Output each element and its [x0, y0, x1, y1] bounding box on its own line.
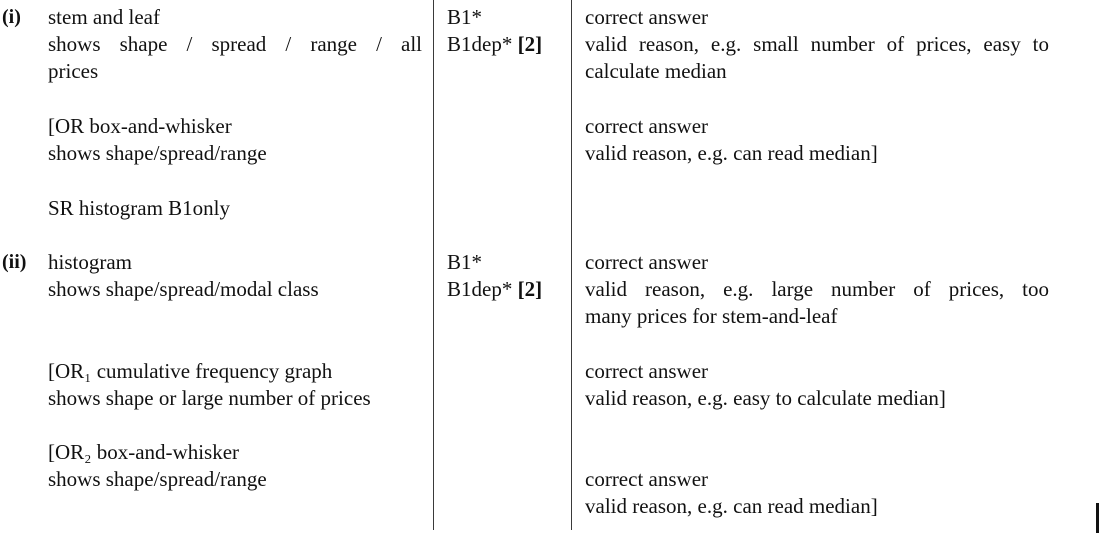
part-ii-answer-line-2: shows shape/spread/modal class: [48, 277, 319, 301]
part-i-alt-line-1: [OR box-and-whisker: [48, 114, 232, 138]
part-ii-guidance-line-2: valid reason, e.g. large number of prices, too: [585, 277, 1049, 301]
part-ii-mark-1: B1*: [447, 250, 483, 274]
part-i-alt-guidance: [585, 113, 878, 167]
part-i-mark-2-row: [447, 31, 542, 58]
part-ii-alt1-guidance: [585, 358, 946, 412]
part-i-special-ruling: SR histogram B1only: [48, 196, 231, 220]
part-i-alternative: [48, 113, 267, 167]
text-cursor: [1096, 503, 1099, 533]
part-ii-alt1-guidance-1: correct answer: [585, 359, 709, 383]
part-ii-guidance-line-3: many prices for stem-and-leaf: [585, 304, 838, 328]
part-ii-guidance: [585, 249, 1049, 330]
part-i-answer-line-1: stem and leaf: [48, 5, 160, 29]
part-i-marks: [447, 4, 542, 58]
part-ii-alt2-line-1: [OR₂ box-and-whisker: [48, 440, 240, 464]
part-i-alt-line-2: shows shape/spread/range: [48, 141, 267, 165]
part-i-total-mark: [2]: [517, 32, 543, 56]
part-i-label: (i): [2, 6, 21, 28]
part-ii-guidance-line-1: correct answer: [585, 250, 709, 274]
part-ii-mark-2: B1dep*: [447, 277, 513, 301]
part-ii-alt2-guidance-1: correct answer: [585, 467, 709, 491]
part-i-answer-line-2: shows shape / spread / range / all: [48, 32, 422, 56]
part-i-alt-guidance-2: valid reason, e.g. can read median]: [585, 141, 878, 165]
part-i-guidance-line-3: calculate median: [585, 59, 727, 83]
column-divider-marks-guidance: [571, 0, 572, 530]
part-ii-alt2-guidance: [585, 466, 878, 520]
part-i-answer: [48, 4, 422, 85]
part-i-guidance-line-1: correct answer: [585, 5, 709, 29]
part-i-guidance: [585, 4, 1049, 85]
part-ii-alternative-2: [48, 439, 267, 493]
part-ii-alt2-guidance-2: valid reason, e.g. can read median]: [585, 494, 878, 518]
part-ii-alt2-line-2: shows shape/spread/range: [48, 467, 267, 491]
part-i-guidance-line-2: valid reason, e.g. small number of prices, easy to: [585, 32, 1049, 56]
part-i-answer-line-3: prices: [48, 59, 99, 83]
part-i-mark-2: B1dep*: [447, 32, 513, 56]
part-ii-marks: [447, 249, 542, 303]
part-ii-total-mark: [2]: [517, 277, 543, 301]
part-ii-alt1-guidance-2: valid reason, e.g. easy to calculate median]: [585, 386, 946, 410]
part-ii-mark-2-row: [447, 276, 542, 303]
part-ii-alternative-1: [48, 358, 371, 412]
part-i-alt-guidance-1: correct answer: [585, 114, 709, 138]
part-ii-answer-line-1: histogram: [48, 250, 132, 274]
part-i-mark-1: B1*: [447, 5, 483, 29]
part-ii-alt1-line-2: shows shape or large number of prices: [48, 386, 371, 410]
part-ii-label: (ii): [2, 251, 27, 273]
part-ii-alt1-line-1: [OR₁ cumulative frequency graph: [48, 359, 333, 383]
part-ii-answer: [48, 249, 319, 303]
column-divider-answer-marks: [433, 0, 434, 530]
